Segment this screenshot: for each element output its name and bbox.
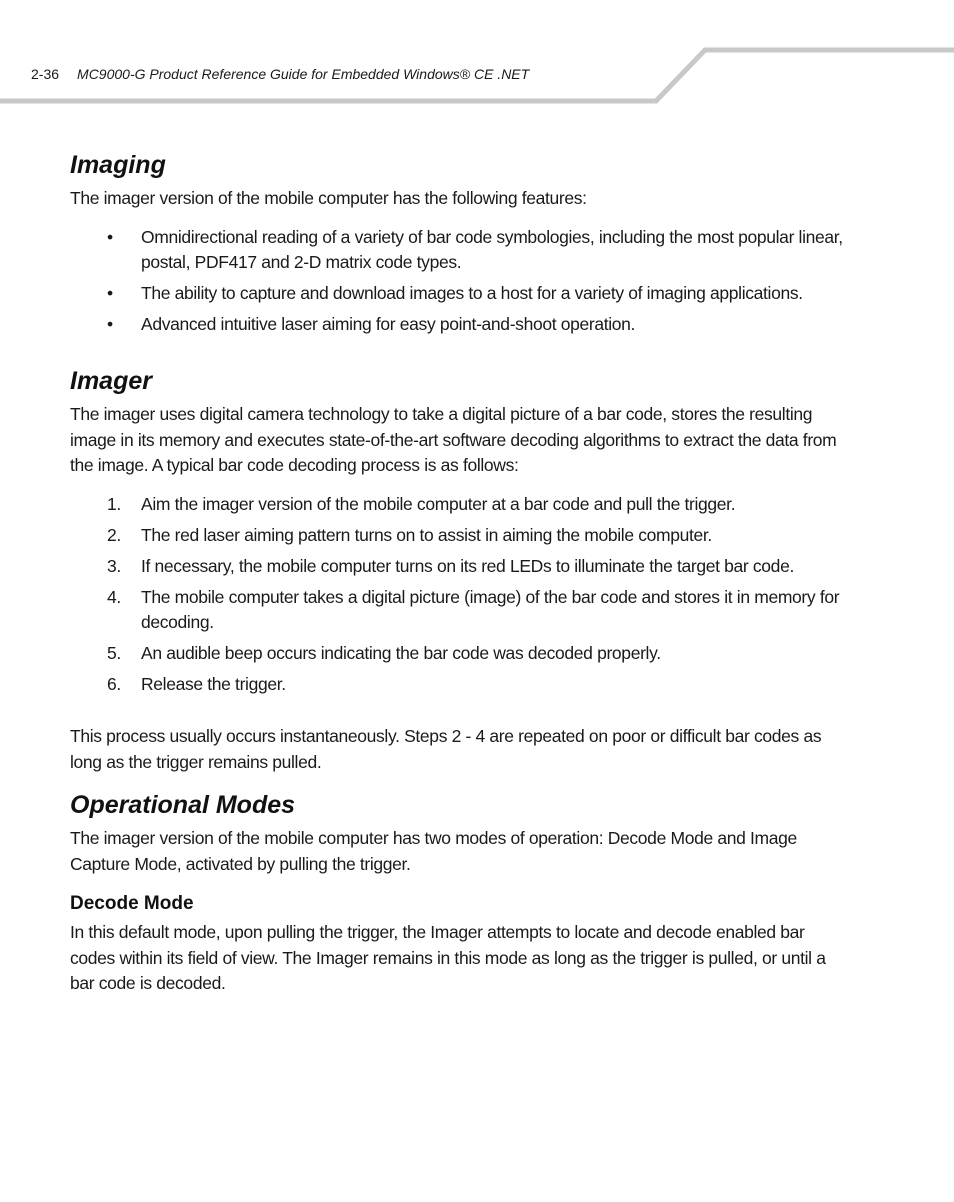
section-heading-imager: Imager: [70, 367, 152, 395]
imager-outro: This process usually occurs instantaneously. Steps 2 - 4 are repeated on poor or difficult bar codes as long as the trigger remains pulled.: [70, 726, 822, 772]
decoding-steps-list: [70, 492, 850, 698]
list-item: [70, 225, 850, 276]
list-item-text: Advanced intuitive laser aiming for easy point-and-shoot operation.: [141, 314, 636, 334]
list-item: [70, 492, 850, 518]
list-item-text: Omnidirectional reading of a variety of bar code symbologies, including the most popular linear, postal, PDF417 and 2-D matrix code types.: [141, 226, 843, 272]
step-number: 3.: [107, 555, 121, 576]
page-content: [70, 148, 850, 997]
bullet-icon: •: [107, 226, 113, 247]
step-number: 6.: [107, 674, 121, 694]
step-text: If necessary, the mobile computer turns on its red LEDs to illuminate the target bar code.: [141, 555, 794, 576]
header-rule: [0, 0, 954, 110]
section-heading-operational-modes: Operational Modes: [70, 791, 296, 819]
step-text: The mobile computer takes a digital picture (image) of the bar code and stores it in memory for decoding.: [141, 586, 840, 632]
running-header: [31, 66, 529, 82]
list-item: [70, 281, 850, 307]
list-item: [70, 672, 850, 698]
operational-modes-intro: The imager version of the mobile computer has two modes of operation: Decode Mode and Image Capture Mode, activated by pulling the trigger.: [70, 828, 797, 874]
book-title: MC9000-G Product Reference Guide for Embedded Windows® CE .NET: [77, 66, 530, 82]
section-heading-imaging: Imaging: [70, 151, 166, 179]
imaging-intro: The imager version of the mobile computer has the following features:: [70, 188, 587, 208]
sub-heading-decode-mode: Decode Mode: [70, 893, 194, 914]
step-number: 1.: [107, 493, 121, 514]
list-item: [70, 641, 850, 667]
bullet-icon: •: [107, 314, 113, 334]
list-item: [70, 585, 850, 636]
step-text: Release the trigger.: [141, 674, 286, 694]
step-text: The red laser aiming pattern turns on to assist in aiming the mobile computer.: [141, 524, 712, 545]
decode-mode-text: In this default mode, upon pulling the trigger, the Imager attempts to locate and decode enabled bar codes within its field of view. The Imager remains in this mode as long as the trigger is pulled, or until a bar code is decoded.: [70, 922, 826, 993]
step-number: 2.: [107, 524, 121, 545]
imaging-feature-list: [70, 225, 850, 338]
imager-intro: The imager uses digital camera technology to take a digital picture of a bar code, stores the resulting image in its memory and executes state-of-the-art software decoding algorithms to extract the data from the image. A typical bar code decoding process is as follows:: [70, 404, 837, 475]
list-item: [70, 554, 850, 580]
step-number: 4.: [107, 586, 121, 607]
step-number: 5.: [107, 643, 121, 663]
page-number: 2-36: [31, 66, 60, 82]
bullet-icon: •: [107, 283, 113, 303]
step-text: Aim the imager version of the mobile computer at a bar code and pull the trigger.: [141, 493, 736, 514]
list-item: [70, 523, 850, 549]
step-text: An audible beep occurs indicating the bar code was decoded properly.: [141, 643, 661, 663]
list-item-text: The ability to capture and download images to a host for a variety of imaging applications.: [141, 283, 803, 303]
list-item: [70, 312, 850, 338]
